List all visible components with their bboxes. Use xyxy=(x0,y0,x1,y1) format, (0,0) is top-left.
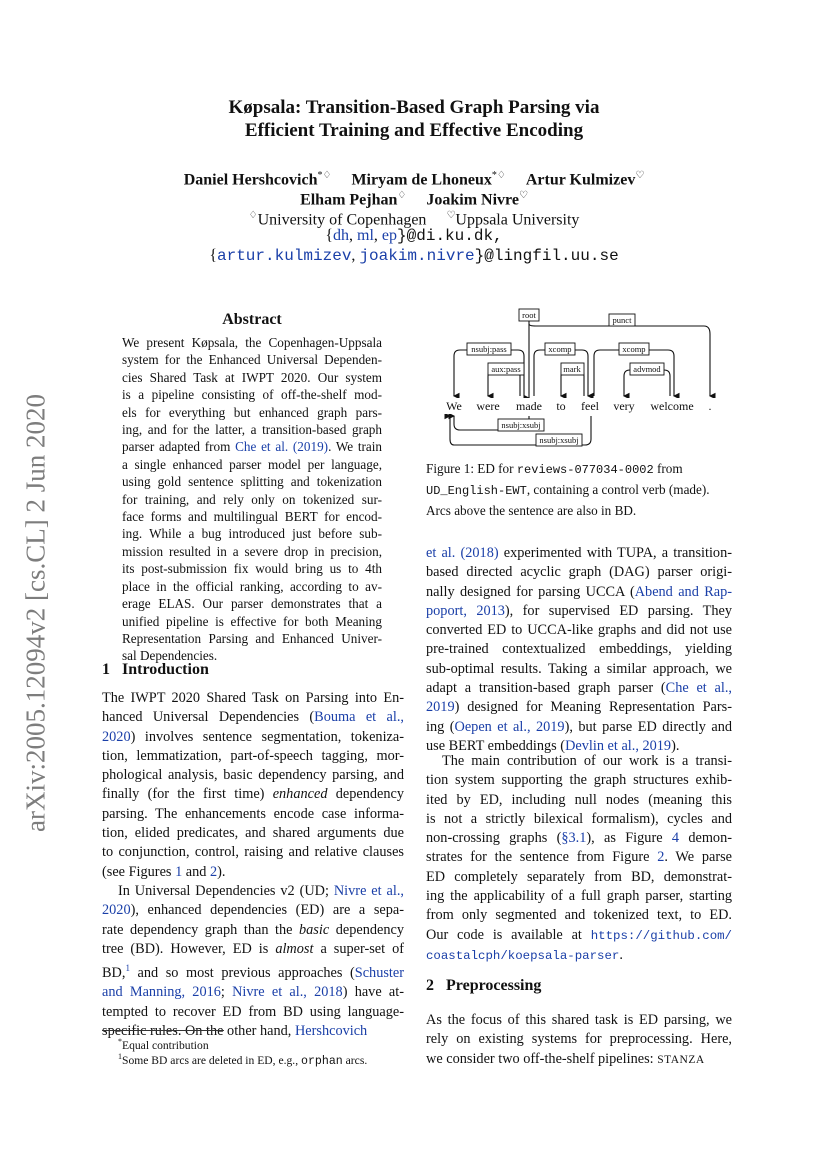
text-run: . We parse xyxy=(664,849,732,866)
text-run: to conjunction, control, raising and relative clauses xyxy=(102,844,404,861)
text-run: ited by ED, including null nodes (meaning this xyxy=(426,791,732,808)
text-run: ). xyxy=(671,737,680,754)
text-line xyxy=(102,901,404,920)
arc-punct xyxy=(529,324,710,396)
word-feel: feel xyxy=(581,399,599,413)
arxiv-id: arXiv:2005.12094v2 [cs.CL] 2 Jun 2020 xyxy=(20,394,51,832)
text-run: adapt a transition-based graph parser ( xyxy=(426,680,666,697)
text-run: . xyxy=(619,946,623,963)
abstract-line xyxy=(122,404,382,421)
email-user-link[interactable]: ml xyxy=(357,227,374,244)
text-line xyxy=(102,940,404,959)
text-line xyxy=(426,1011,732,1030)
text-line xyxy=(102,983,404,1002)
email-line-2: {artur.kulmizev, joakim.nivre}@lingfil.uu.se xyxy=(209,247,619,265)
text-run: phological analysis, basic dependency parsing, and xyxy=(102,767,404,784)
text-run: tion, elided predicates, and shared arguments due xyxy=(102,825,404,842)
text-run: tion system supporting the graph structures exhib- xyxy=(426,772,732,789)
citation-link[interactable]: Hershcovich xyxy=(294,1022,368,1039)
abstract-line xyxy=(122,508,382,525)
text-run: rate dependency graph than the xyxy=(102,921,299,938)
citation-link[interactable]: 1 xyxy=(175,863,183,880)
citation-link[interactable]: 4 xyxy=(671,830,680,847)
text-run: BD, xyxy=(102,964,126,981)
citation-link[interactable]: Nivre et al., xyxy=(333,882,404,899)
text-line xyxy=(426,771,732,790)
text-run: nally designed for parsing UCCA ( xyxy=(426,583,635,600)
emphasis: enhanced xyxy=(272,786,328,803)
text-run: Our code is available at xyxy=(426,926,591,943)
abstract-line xyxy=(122,560,382,577)
section-1-heading xyxy=(102,661,209,679)
text-run: ED completely separately from BD, demonstrat- xyxy=(426,868,732,885)
citation-link[interactable]: 2 xyxy=(210,863,218,880)
text-line xyxy=(426,791,732,810)
text-run: hanced Universal Dependencies ( xyxy=(102,709,315,726)
author-mark: ♢ xyxy=(397,190,407,201)
abstract-line xyxy=(122,595,382,612)
text-run: ), for supervised ED parsing. They xyxy=(504,602,732,619)
abstract-line xyxy=(122,369,382,386)
abstract-line xyxy=(122,334,382,351)
text-run: pre-trained contextualized embeddings, yielding xyxy=(426,641,732,658)
text-run: and so most previous approaches ( xyxy=(129,964,355,981)
abstract-line xyxy=(122,578,382,595)
text-run: The main contribution of our work is a transi- xyxy=(442,753,732,769)
section-title: Introduction xyxy=(122,661,209,678)
word-made: made xyxy=(516,399,542,413)
text-run: its post-submission fix would bring us to 4th xyxy=(122,561,382,577)
abstract-line xyxy=(122,613,382,630)
abstract-line xyxy=(122,543,382,560)
caption-code: reviews-077034-0002 xyxy=(516,463,654,477)
right-column-para-3 xyxy=(426,1011,732,1070)
text-run: ing, and for the latter, a transition-based graph xyxy=(122,422,382,438)
text-line xyxy=(102,708,404,727)
author-mark: ♡ xyxy=(518,190,528,201)
footnote-1 xyxy=(118,1049,367,1069)
abstract-body xyxy=(122,334,382,665)
text-run: els for everything but enhanced graph pars- xyxy=(122,404,382,420)
caption-text: , containing a control verb (made). xyxy=(526,482,710,497)
word-very: very xyxy=(613,399,635,413)
text-run: erage ELAS. Our parser demonstrates that a xyxy=(122,596,382,612)
text-line xyxy=(426,602,732,621)
text-run: finally (for the first time) xyxy=(102,786,273,803)
abstract-line xyxy=(122,351,382,368)
text-line xyxy=(426,848,732,867)
text-run: using gold sentence splitting and tokenization xyxy=(122,474,382,490)
citation-link[interactable]: Oepen et al., 2019 xyxy=(454,718,565,735)
fn-text: Some BD arcs are deleted in ED, e.g., xyxy=(122,1053,302,1067)
word-welcome: welcome xyxy=(650,399,694,413)
citation-link[interactable]: 2020 xyxy=(102,902,131,919)
paper-title-line-2: Efficient Training and Effective Encoding xyxy=(244,120,584,141)
text-line xyxy=(426,1050,732,1070)
text-line xyxy=(102,824,404,843)
text-run: and xyxy=(182,863,211,880)
text-line xyxy=(102,1003,404,1022)
citation-link[interactable]: §3.1 xyxy=(561,830,587,847)
abstract-heading: Abstract xyxy=(222,311,282,328)
text-run: ), but parse ED directly and xyxy=(564,718,733,735)
emphasis: basic xyxy=(299,921,330,938)
text-run: cies Shared Task at IWPT 2020. Our system xyxy=(122,369,382,385)
footnote-rule xyxy=(102,1030,224,1031)
author-name: Daniel Hershcovich xyxy=(183,171,318,189)
label-advmod: advmod xyxy=(633,364,661,374)
text-line xyxy=(102,747,404,766)
affil-mark: ♢ xyxy=(248,210,258,221)
citation-link[interactable]: Schuster xyxy=(354,964,404,981)
text-run: tree (BD). However, ED is xyxy=(102,940,276,957)
citation-link[interactable]: 2020 xyxy=(102,728,131,745)
caption-text: from xyxy=(653,461,683,476)
right-column-para-1 xyxy=(426,544,732,756)
abstract-line xyxy=(122,421,382,438)
email-user-link[interactable]: ep xyxy=(381,227,398,244)
text-run: Representation Parsing and Enhanced Univer- xyxy=(122,630,382,646)
right-column-para-2 xyxy=(426,752,732,966)
text-run: ing ( xyxy=(426,718,455,735)
citation-link[interactable]: Abend and Rap- xyxy=(634,583,733,600)
text-run: dependency xyxy=(327,786,404,803)
author-name: Artur Kulmizev xyxy=(525,171,636,189)
abstract-line xyxy=(122,456,382,473)
text-line xyxy=(102,863,404,882)
figure-1-dependency-graph xyxy=(436,304,736,454)
text-run: tion, lemmatization, part-of-speech tagging, mor- xyxy=(102,747,404,764)
text-run: ), enhanced dependencies (ED) are a sepa- xyxy=(130,902,404,919)
text-run: from only segmented and tokenized text, to ED. xyxy=(426,907,732,924)
fn-mark: 1 xyxy=(118,1052,122,1061)
text-line xyxy=(102,843,404,862)
text-run: parsing. The enhancements encode case informa- xyxy=(102,805,404,822)
text-run: based directed acyclic graph (DAG) parser origi- xyxy=(426,564,732,581)
text-run: . We train xyxy=(328,439,383,455)
email-user-link[interactable]: artur.kulmizev xyxy=(217,247,352,265)
affil-mark: ♡ xyxy=(446,210,456,221)
word-we: We xyxy=(446,399,462,413)
paper-title-line-1: Køpsala: Transition-Based Graph Parsing via xyxy=(228,97,600,118)
text-line xyxy=(426,660,732,679)
citation-link[interactable]: 2 xyxy=(657,849,665,866)
figure-1-caption xyxy=(426,459,732,520)
text-line xyxy=(426,718,732,737)
abstract-line xyxy=(122,386,382,403)
text-line xyxy=(102,805,404,824)
text-run: specific rules. On the other hand, xyxy=(102,1022,295,1039)
text-run: sub-optimal results. Taking a similar approach, we xyxy=(426,660,732,677)
caption-code: UD_English-EWT xyxy=(426,484,527,498)
citation-link[interactable]: Devlin et al., 2019 xyxy=(565,737,672,754)
text-run: we consider two off-the-shelf pipelines: xyxy=(426,1050,658,1067)
brace: { xyxy=(209,247,217,264)
email-user-link[interactable]: dh xyxy=(333,227,350,244)
email-domain: }@di.ku.dk, xyxy=(397,227,503,245)
fn-text: arcs. xyxy=(342,1053,368,1067)
text-run: converted ED to UCCA-like graphs and did not use xyxy=(426,622,732,639)
word-to: to xyxy=(556,399,566,413)
citation-link[interactable]: Nivre et al., 2018 xyxy=(232,984,343,1001)
text-line xyxy=(426,698,732,717)
text-run: ing. While a bug introduced just before sub- xyxy=(122,526,382,542)
label-nsubj-pass: nsubj:pass xyxy=(471,344,507,354)
text-run: tempted to recover ED from BD using language- xyxy=(102,1003,404,1020)
text-line xyxy=(426,887,732,906)
emphasis: almost xyxy=(275,940,314,957)
text-line xyxy=(102,785,404,804)
text-run: ) have at- xyxy=(342,984,404,1001)
label-xcomp: xcomp xyxy=(548,344,572,354)
text-run: The IWPT 2020 Shared Task on Parsing into En- xyxy=(102,690,404,706)
code-url-link[interactable]: coastalcph/koepsala-parser xyxy=(426,948,620,963)
text-line xyxy=(426,563,732,582)
text-line xyxy=(426,926,732,946)
affil-uppsala: Uppsala University xyxy=(455,211,580,229)
text-run: In Universal Dependencies v2 (UD; xyxy=(118,882,334,899)
label-aux-pass: aux:pass xyxy=(491,364,521,374)
text-line xyxy=(102,689,404,708)
fn-mark: * xyxy=(118,1037,122,1046)
code-url-link[interactable]: https://github.com/ xyxy=(590,928,732,943)
text-line xyxy=(102,959,404,983)
citation-link[interactable]: Bouma et al., xyxy=(314,709,405,726)
abstract-line xyxy=(122,473,382,490)
text-run: parser adapted from xyxy=(122,439,236,455)
intro-body xyxy=(102,689,404,1041)
footnote-ref-link[interactable]: 1 xyxy=(125,963,130,974)
text-run: ; xyxy=(220,984,233,1001)
text-run: place in the official ranking, according to av- xyxy=(122,578,382,594)
text-run: rely on existing systems for preprocessing. Here, xyxy=(426,1031,732,1048)
text-run: sal Dependencies. xyxy=(122,648,218,664)
text-run: mission resulted in a severe drop in precision, xyxy=(122,543,382,559)
author-name: Elham Pejhan xyxy=(300,191,398,209)
text-run: As the focus of this shared task is ED parsing, we xyxy=(426,1012,732,1028)
word-were: were xyxy=(476,399,500,413)
fn-text: Equal contribution xyxy=(122,1038,209,1052)
arxiv-sidebar-stamp xyxy=(16,378,56,848)
text-line xyxy=(426,868,732,887)
author-name: Miryam de Lhoneux xyxy=(351,171,492,189)
label-nsubj-xsubj: nsubj:xsubj xyxy=(539,435,579,445)
text-line xyxy=(426,1030,732,1049)
author-name: Joakim Nivre xyxy=(426,191,519,209)
text-run: ing the applicability of a full graph parser, starting xyxy=(426,888,732,905)
caption-text: Figure 1: ED for xyxy=(426,461,517,476)
citation-link[interactable]: and Manning, 2016 xyxy=(102,984,221,1001)
text-run: ) involves sentence segmentation, tokeniza- xyxy=(130,728,404,745)
text-run: a single enhanced parser model per language, xyxy=(122,456,382,472)
text-run: experimented with TUPA, a transition- xyxy=(498,545,732,561)
label-root: root xyxy=(522,310,536,320)
brace: { xyxy=(325,227,334,244)
email-domain: }@lingfil.uu.se xyxy=(474,247,619,265)
abstract-line xyxy=(122,491,382,508)
text-line xyxy=(426,752,732,771)
affil-copenhagen: University of Copenhagen xyxy=(257,211,427,229)
text-run: use BERT embeddings ( xyxy=(426,737,566,754)
text-run: a super-set of xyxy=(313,940,404,957)
author-mark: *♢ xyxy=(491,170,506,181)
text-line xyxy=(426,906,732,925)
text-run: is not a strictly bilexical formalism), cycles and xyxy=(426,810,732,827)
text-line xyxy=(426,544,732,563)
label-mark: mark xyxy=(563,364,581,374)
email-user-link[interactable]: joakim.nivre xyxy=(359,247,475,265)
small-caps-term: STANZA xyxy=(657,1053,705,1066)
text-run: is a pipeline consisting of off-the-shelf mod- xyxy=(122,387,382,403)
citation-link[interactable]: et al. (2018) xyxy=(426,545,499,561)
section-title: Preprocessing xyxy=(446,977,542,994)
text-run: system for the Enhanced Universal Dependen- xyxy=(122,352,382,368)
text-line xyxy=(102,882,404,901)
citation-link[interactable]: Che et al. (2019) xyxy=(235,439,329,455)
abstract-line xyxy=(122,438,382,455)
text-run: non-crossing graphs ( xyxy=(426,830,562,847)
author-mark: *♢ xyxy=(317,170,332,181)
text-line xyxy=(426,621,732,640)
abstract-line xyxy=(122,630,382,647)
label-punct: punct xyxy=(612,315,632,325)
email-line-1: {dh, ml, ep}@di.ku.dk, xyxy=(325,227,503,245)
caption-text: Arcs above the sentence are also in BD. xyxy=(426,503,637,518)
fn-code: orphan xyxy=(301,1054,343,1068)
citation-link[interactable]: 2019 xyxy=(426,699,455,716)
text-line xyxy=(426,583,732,602)
text-line xyxy=(102,766,404,785)
text-run: ). xyxy=(217,863,226,880)
text-run: strates for the sentence from Figure xyxy=(426,849,658,866)
text-line xyxy=(426,810,732,829)
section-2-heading xyxy=(426,977,541,995)
citation-link[interactable]: Che et al., xyxy=(665,680,733,697)
section-number: 1 xyxy=(102,661,110,678)
author-mark: ♡ xyxy=(635,170,645,181)
citation-link[interactable]: poport, 2013 xyxy=(426,602,505,619)
text-line xyxy=(426,640,732,659)
text-line xyxy=(426,679,732,698)
word-period: . xyxy=(708,399,712,413)
text-line xyxy=(102,921,404,940)
text-run: We present Køpsala, the Copenhagen-Uppsala xyxy=(122,335,382,350)
text-run: face forms and multilingual BERT for encod- xyxy=(122,509,382,525)
text-run: (see Figures xyxy=(102,863,176,880)
text-run: unified pipeline is effective for both Meaning xyxy=(122,613,382,629)
text-run: for training, and rely only on tokenized sur- xyxy=(122,491,382,507)
text-run: demon- xyxy=(679,830,732,847)
text-run: ), as Figure xyxy=(586,830,672,847)
label-nsubj-xsubj: nsubj:xsubj xyxy=(501,420,541,430)
text-run: dependency xyxy=(329,921,404,938)
section-number: 2 xyxy=(426,977,434,994)
text-line xyxy=(426,829,732,848)
intro-para-2 xyxy=(102,882,404,1041)
text-line xyxy=(102,728,404,747)
text-run: ) designed for Meaning Representation Pars- xyxy=(454,699,732,716)
label-xcomp: xcomp xyxy=(622,344,646,354)
abstract-line xyxy=(122,525,382,542)
text-line xyxy=(426,946,732,966)
